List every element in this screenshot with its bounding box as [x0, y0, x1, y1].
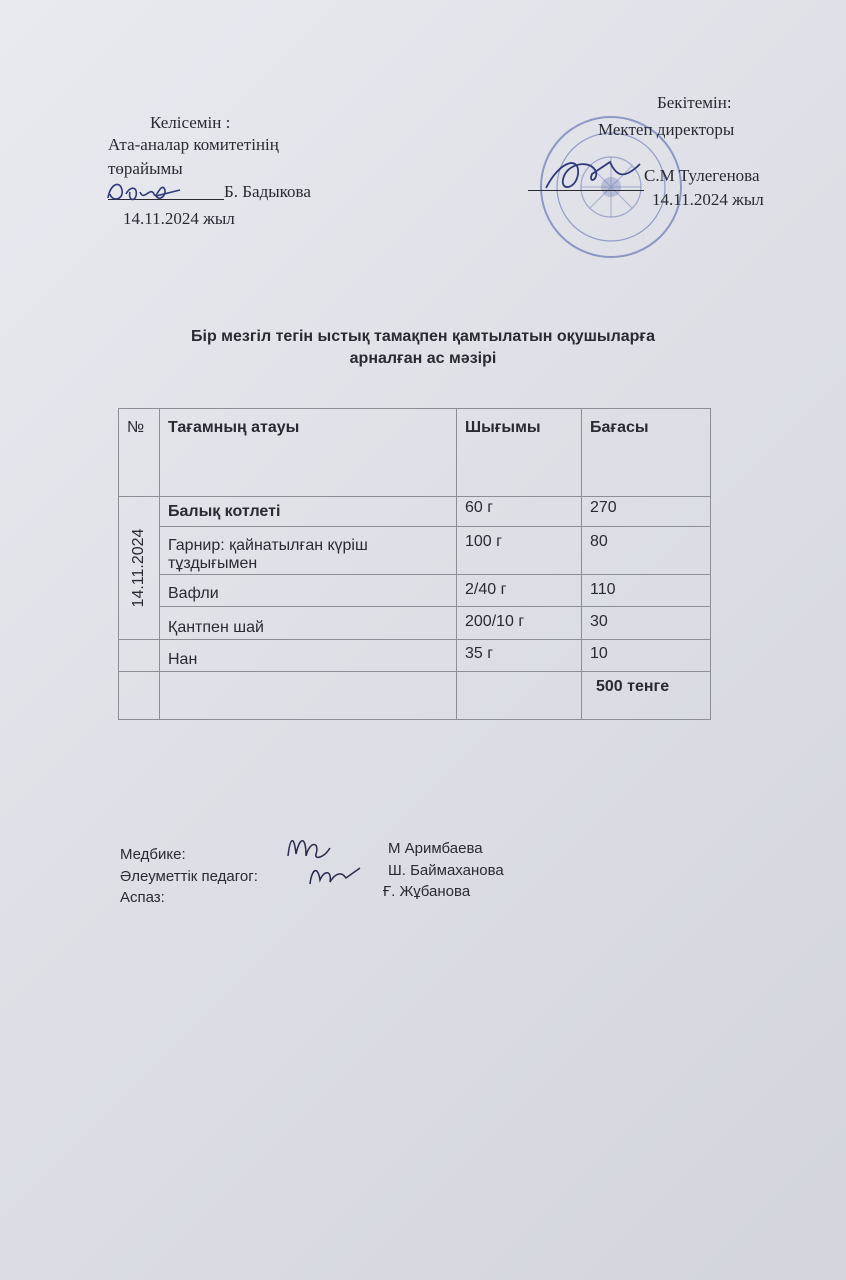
- total-price: 500 тенге: [596, 678, 670, 695]
- footer-name-cook: Ғ. Жұбанова: [383, 883, 471, 900]
- dish-price: 270: [590, 499, 617, 516]
- table-header-row: [119, 409, 711, 497]
- dish-yield: 2/40 г: [465, 581, 507, 598]
- header-dish-name: Тағамның атауы: [168, 419, 300, 436]
- table-row: [119, 497, 711, 527]
- approval-left-name: Б. Бадыкова: [224, 182, 311, 201]
- approval-left-line3: төрайымы: [108, 159, 183, 178]
- dish-yield: 35 г: [465, 645, 494, 662]
- dish-yield: 60 г: [465, 499, 494, 516]
- header-price: Бағасы: [590, 419, 649, 436]
- dish-price: 110: [590, 581, 616, 598]
- footer-role-social-pedagogue: Әлеуметтік педагог:: [120, 868, 258, 885]
- table-row: [119, 607, 711, 640]
- dish-name: Вафли: [168, 585, 219, 602]
- dish-price: 80: [590, 533, 608, 550]
- approval-left-date: 14.11.2024 жыл: [123, 209, 235, 228]
- menu-table: [118, 408, 711, 720]
- empty-cell: [119, 640, 160, 672]
- header-yield: Шығымы: [465, 419, 541, 436]
- footer-name-nurse: М Аримбаева: [388, 840, 483, 857]
- footer-role-nurse: Медбике:: [120, 846, 186, 863]
- approval-left-line2: Ата-аналар комитетінің: [108, 135, 279, 154]
- dish-name: Нан: [168, 651, 198, 668]
- dish-price: 30: [590, 613, 608, 630]
- empty-cell: [160, 672, 457, 720]
- dish-name: Балық котлеті: [168, 503, 281, 520]
- dish-yield: 200/10 г: [465, 613, 525, 630]
- dish-name: Қантпен шай: [168, 619, 264, 636]
- dish-name: Гарнир: қайнатылған күріш тұздығымен: [168, 537, 368, 572]
- approval-left-line1: Келісемін :: [150, 113, 231, 132]
- table-total-row: [119, 672, 711, 720]
- date-label: 14.11.2024: [130, 528, 147, 608]
- approval-right-line2: Мектеп директоры: [598, 120, 735, 139]
- footer-role-cook: Аспаз:: [120, 889, 165, 906]
- footer-name-social-pedagogue: Ш. Баймаханова: [388, 862, 504, 879]
- approval-right-line1: Бекітемін:: [657, 93, 732, 112]
- dish-price: 10: [590, 645, 608, 662]
- date-cell: [119, 497, 160, 640]
- menu-title-line2: арналған ас мәзірі: [349, 350, 497, 367]
- table-row: [119, 575, 711, 607]
- menu-title-line1: Бір мезгіл тегін ыстық тамақпен қамтылатын оқушыларға: [191, 328, 655, 345]
- dish-yield: 100 г: [465, 533, 502, 550]
- approval-right-name: С.М Тулегенова: [644, 166, 760, 185]
- empty-cell: [457, 672, 582, 720]
- signature-left: [100, 172, 190, 208]
- table-row: [119, 640, 711, 672]
- signature-footer: [280, 826, 370, 890]
- signature-right: [540, 150, 650, 198]
- table-row: [119, 527, 711, 575]
- empty-cell: [119, 672, 160, 720]
- header-number: №: [127, 419, 145, 436]
- approval-right-date: 14.11.2024 жыл: [652, 190, 764, 209]
